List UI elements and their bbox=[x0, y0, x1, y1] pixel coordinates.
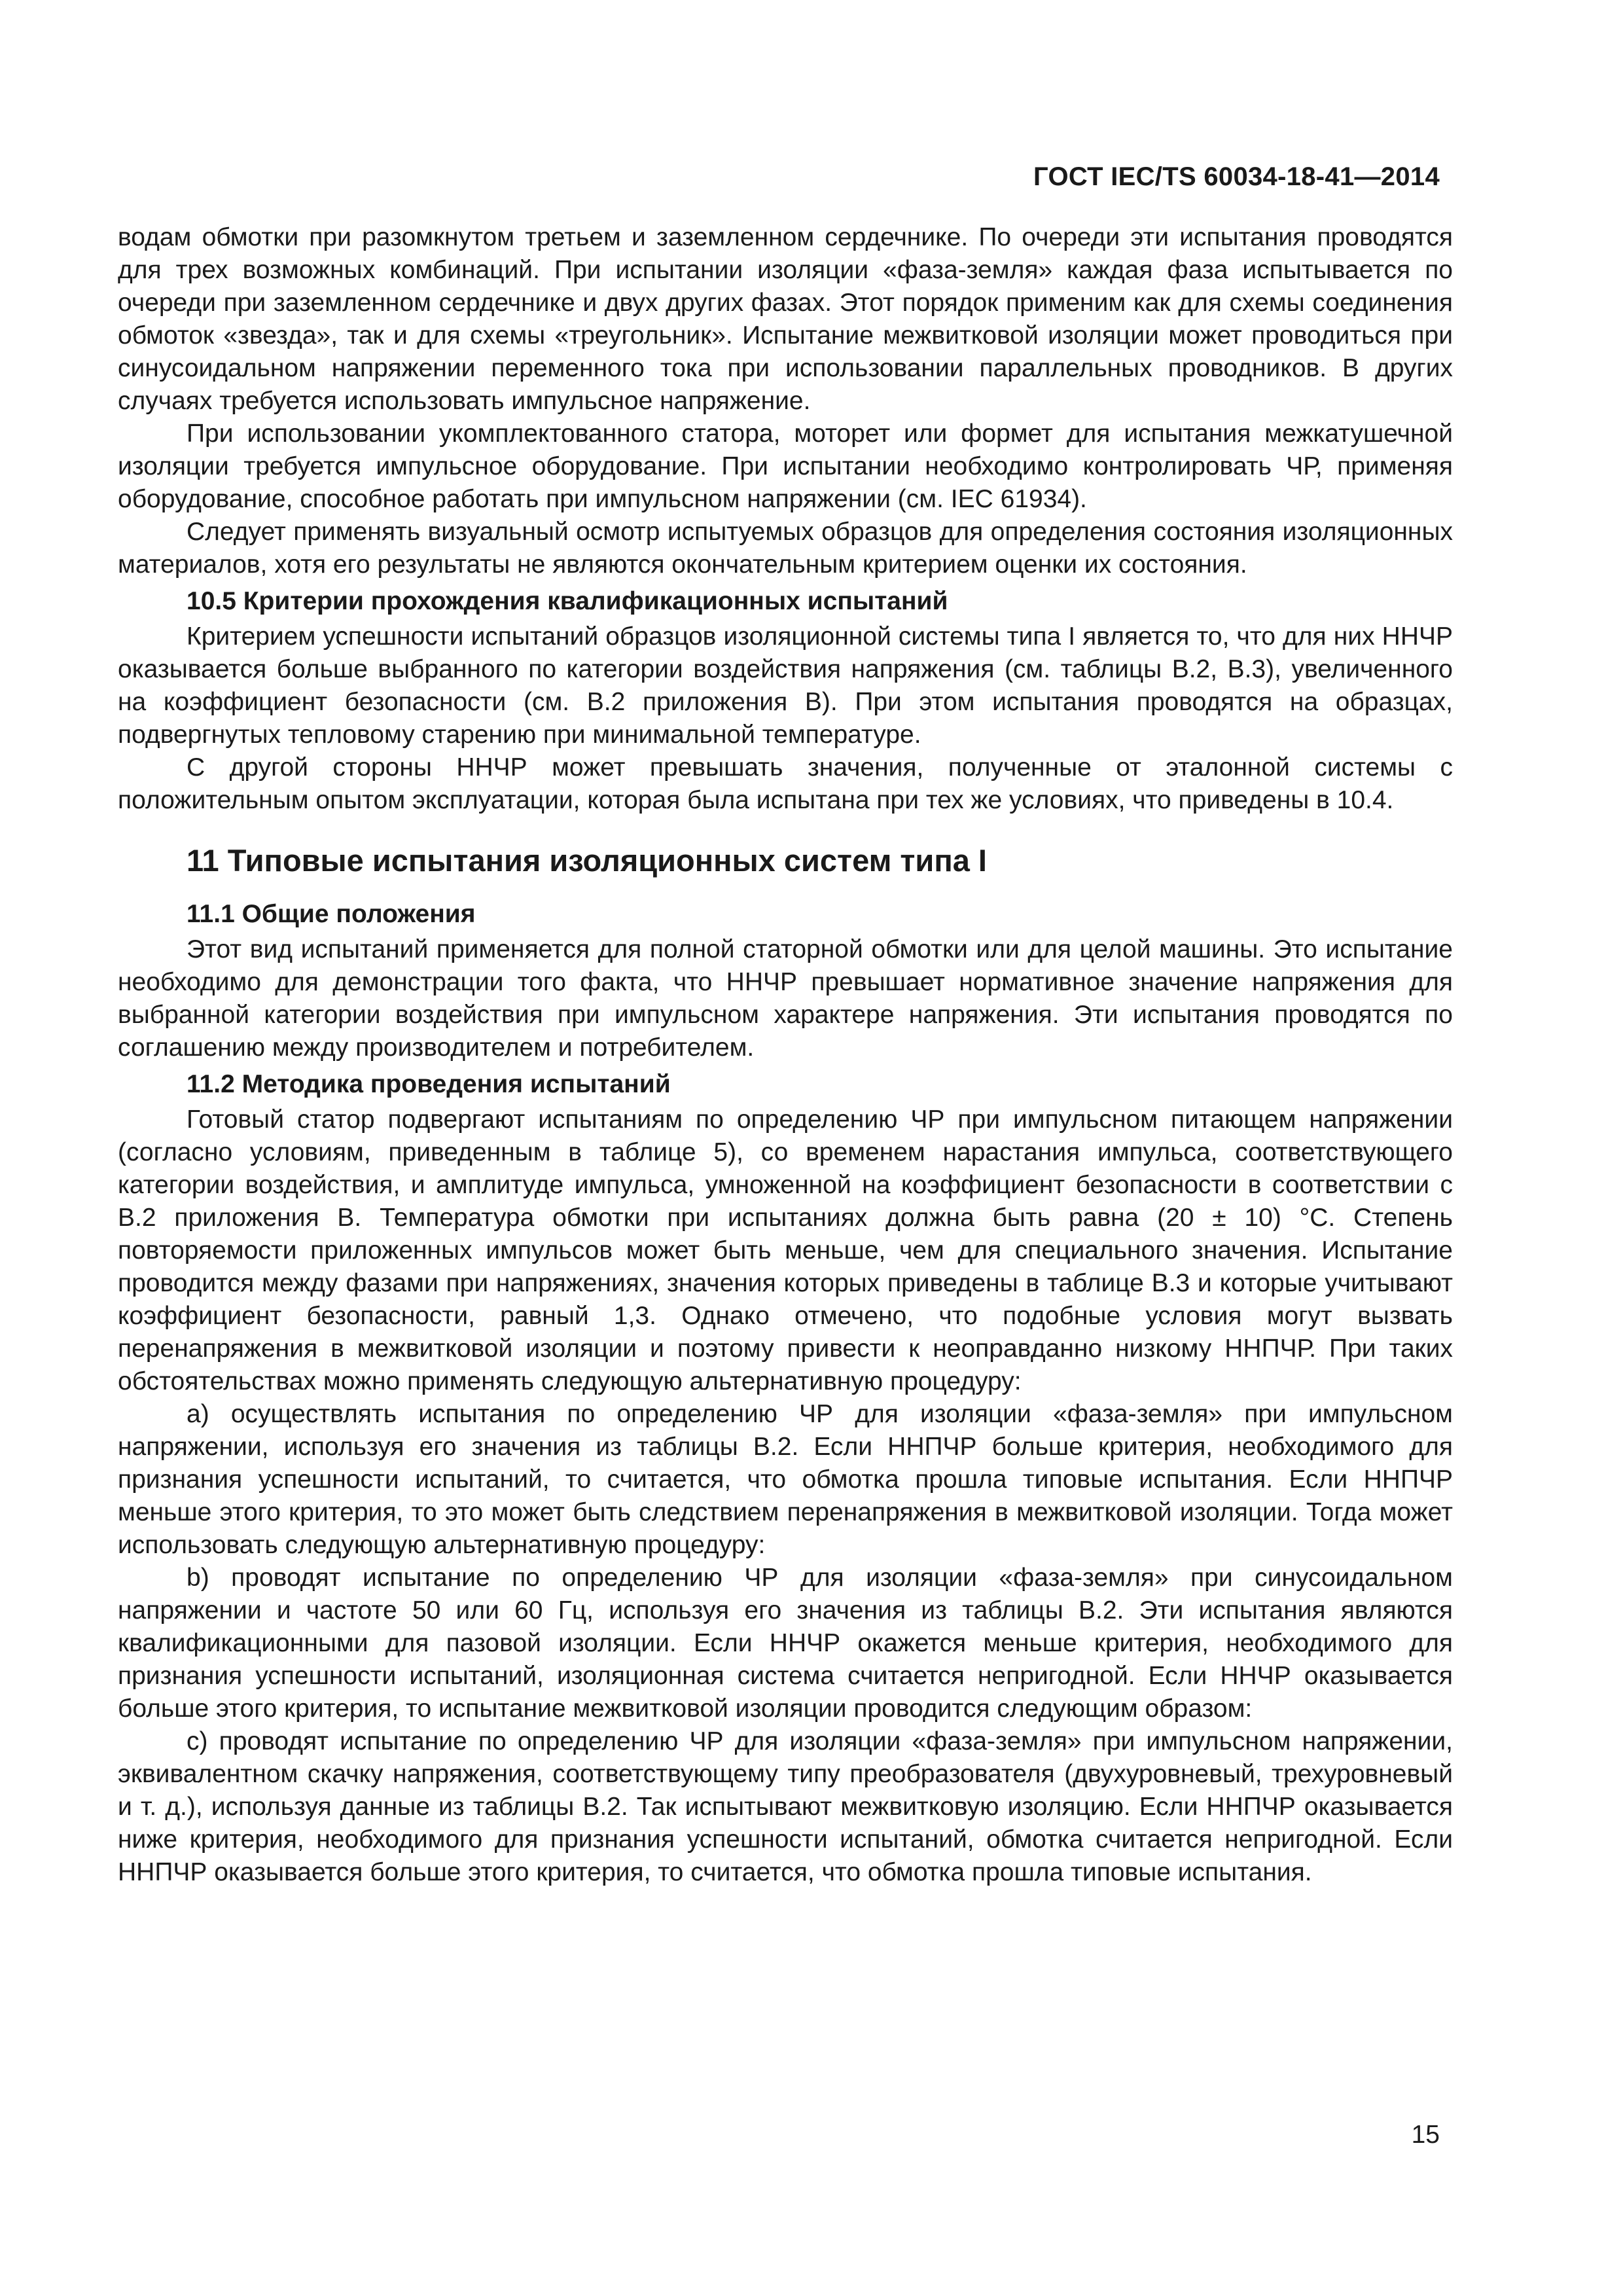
paragraph-impulse-equipment: При использовании укомплектованного статора, моторет или формет для испытания межкатушечной изоляции требуется импульсное оборудование. При испытании необходимо контролировать ЧР, применяя оборудование, способное работать при импульсном напряжении (см. IEC 61934). bbox=[118, 420, 1453, 513]
paragraph-general-provisions: Этот вид испытаний применяется для полной статорной обмотки или для целой машины. Это испытание необходимо для демонстрации того факта, что ННЧР превышает нормативное значение напряжения для выбранной категории воздействия при импульсном характере напряжения. Эти испытания проводятся по соглашению между производителем и потребителем. bbox=[118, 935, 1453, 1062]
section-heading-10-5: 10.5 Критерии прохождения квалификационных испытаний bbox=[187, 587, 948, 615]
paragraph-continuation: водам обмотки при разомкнутом третьем и заземленном сердечнике. По очереди эти испытания проводятся для трех возможных комбинаций. При испытании изоляции «фаза-земля» каждая фаза испытывается по очереди при заземленном сердечнике и двух других фазах. Этот порядок применим как для схемы соединения обмоток «звезда», так и для схемы «треугольник». Испытание межвитковой изоляции может проводиться при синусоидальном напряжении переменного тока при использовании параллельных проводников. В других случаях требуется использовать импульсное напряжение. bbox=[118, 223, 1453, 415]
page-number: 15 bbox=[1411, 2121, 1440, 2149]
section-heading-11-1: 11.1 Общие положения bbox=[187, 900, 476, 928]
section-heading-11-2: 11.2 Методика проведения испытаний bbox=[187, 1070, 671, 1098]
paragraph-visual-inspection: Следует применять визуальный осмотр испытуемых образцов для определения состояния изоляционных материалов, хотя его результаты не являются окончательным критерием оценки их состояния. bbox=[118, 518, 1453, 579]
list-item-b: b) проводят испытание по определению ЧР для изоляции «фаза-земля» при синусоидальном напряжении и частоте 50 или 60 Гц, используя его значения из таблицы В.2. Эти испытания являются квалификационными для пазовой изоляции. Если ННЧР окажется меньше критерия, необходимого для признания успешности испытаний, изоляционная система считается непригодной. Если ННЧР оказывается больше этого критерия, то испытание межвитковой изоляции проводится следующим образом: bbox=[118, 1564, 1453, 1723]
section-heading-11: 11 Типовые испытания изоляционных систем типа I bbox=[187, 843, 987, 878]
paragraph-reference-system: С другой стороны ННЧР может превышать значения, полученные от эталонной системы с положительным опытом эксплуатации, которая была испытана при тех же условиях, что приведены в 10.4. bbox=[118, 753, 1453, 814]
paragraph-success-criterion: Критерием успешности испытаний образцов изоляционной системы типа I является то, что для них ННЧР оказывается больше выбранного по категории воздействия напряжения (см. таблицы В.2, В.3), увеличенного на коэффициент безопасности (см. В.2 приложения В). При этом испытания проводятся на образцах, подвергнутых тепловому старению при минимальной температуре. bbox=[118, 622, 1453, 749]
document-body bbox=[118, 221, 1453, 1889]
list-item-c: c) проводят испытание по определению ЧР для изоляции «фаза-земля» при импульсном напряжении, эквивалентном скачку напряжения, соответствующему типу преобразователя (двухуровневый, трехуровневый и т. д.), используя данные из таблицы В.2. Так испытывают межвитковую изоляцию. Если ННПЧР оказывается ниже критерия, необходимого для признания успешности испытаний, обмотка считается непригодной. Если ННПЧР оказывается больше этого критерия, то считается, что обмотка прошла типовые испытания. bbox=[118, 1727, 1453, 1886]
list-item-a: a) осуществлять испытания по определению ЧР для изоляции «фаза-земля» при импульсном напряжении, используя его значения из таблицы В.2. Если ННПЧР больше критерия, необходимого для признания успешности испытаний, то считается, что обмотка прошла типовые испытания. Если ННПЧР меньше этого критерия, то это может быть следствием перенапряжения в межвитковой изоляции. Тогда может использовать следующую альтернативную процедуру: bbox=[118, 1400, 1453, 1559]
document-code-header: ГОСТ IEC/TS 60034-18-41—2014 bbox=[1033, 162, 1440, 191]
paragraph-test-method: Готовый статор подвергают испытаниям по определению ЧР при импульсном питающем напряжении (согласно условиям, приведенным в таблице 5), со временем нарастания импульса, соответствующего категории воздействия, и амплитуде импульса, умноженной на коэффициент безопасности в соответствии с В.2 приложения В. Температура обмотки при испытаниях должна быть равна (20 ± 10) °С. Степень повторяемости приложенных импульсов может быть меньше, чем для специального значения. Испытание проводится между фазами при напряжениях, значения которых приведены в таблице В.3 и которые учитывают коэффициент безопасности, равный 1,3. Однако отмечено, что подобные условия могут вызвать перенапряжения в межвитковой изоляции и поэтому привести к неоправданно низкому ННПЧР. При таких обстоятельствах можно применять следующую альтернативную процедуру: bbox=[118, 1105, 1453, 1395]
